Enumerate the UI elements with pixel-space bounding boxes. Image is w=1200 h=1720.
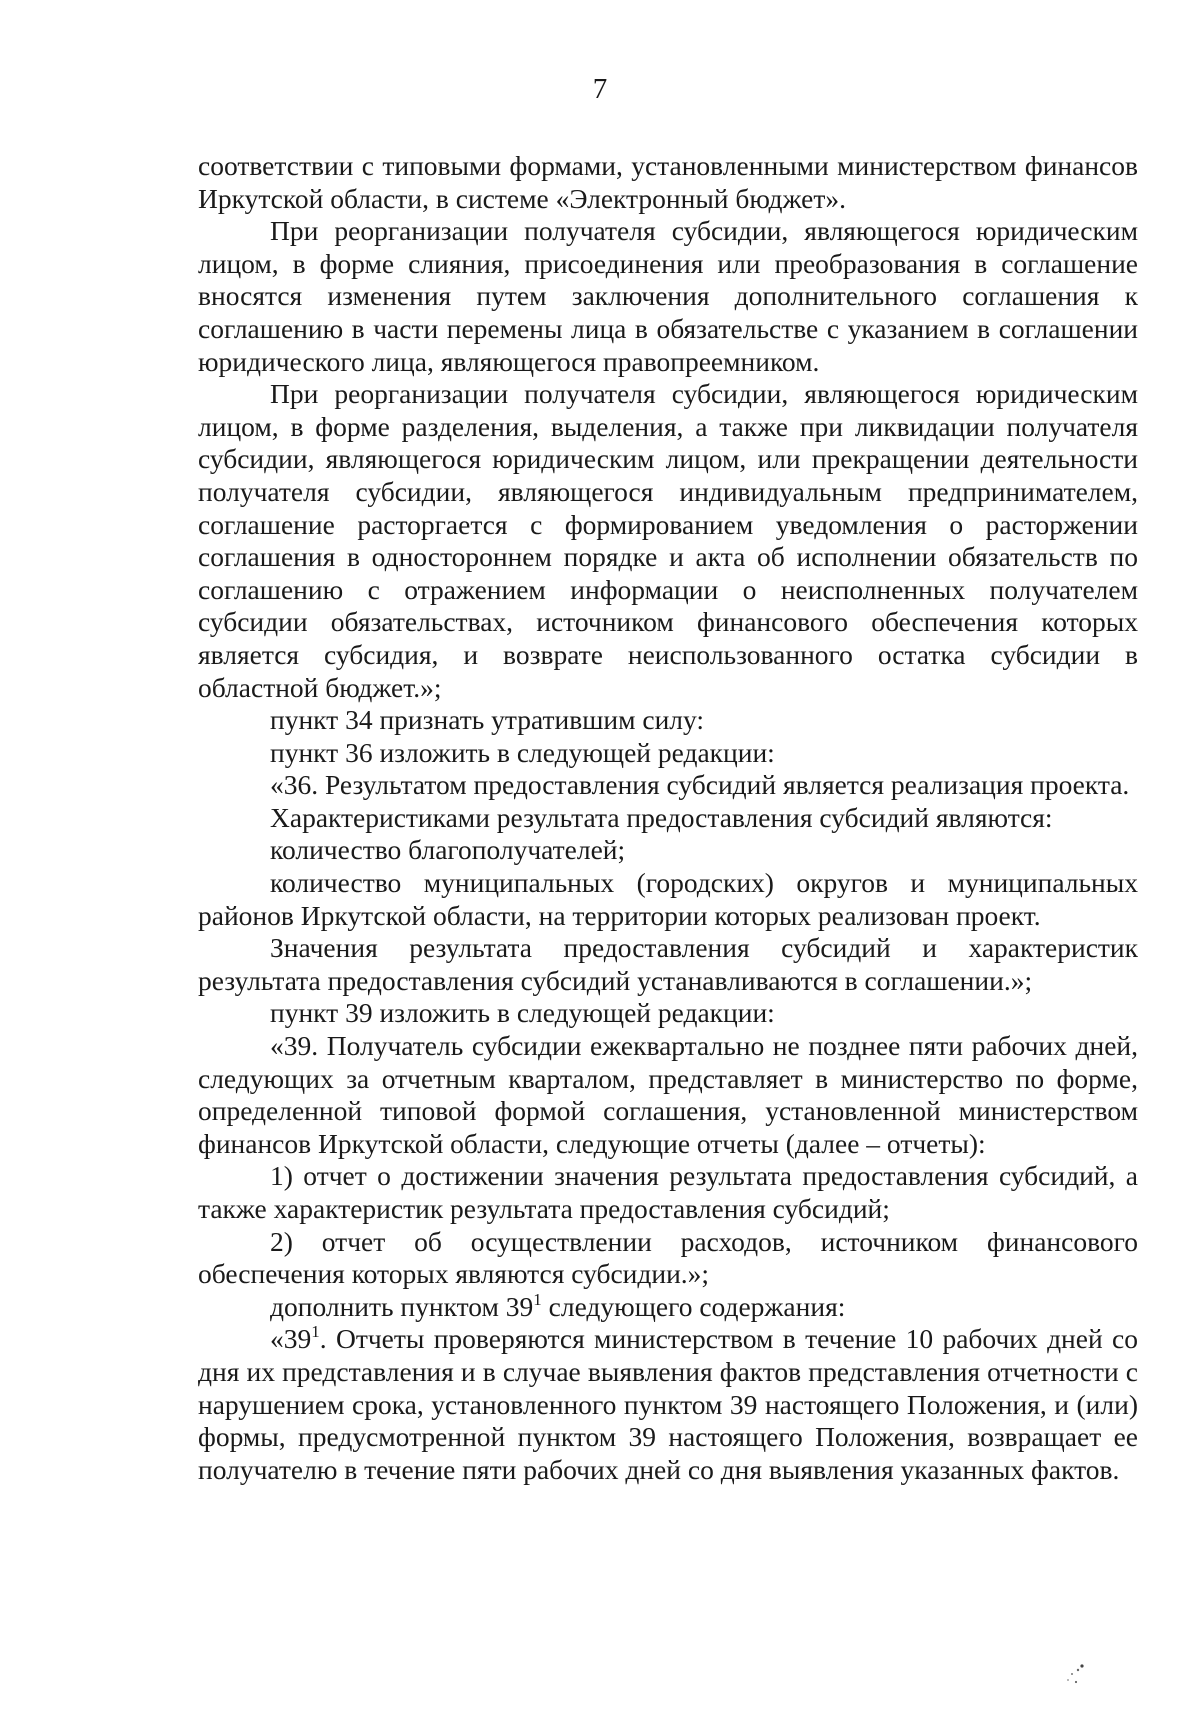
- document-body: [198, 150, 1138, 1486]
- paragraph: количество благополучателей;: [270, 834, 626, 866]
- paragraph: пункт 39 изложить в следующей редакции:: [270, 997, 775, 1029]
- paragraph: количество муниципальных (городских) округов и муниципальных районов Иркутской области, на территории которых реализован проект.: [198, 867, 1138, 931]
- text-run: «39: [270, 1323, 312, 1355]
- paragraph-with-superscript: [198, 1291, 1138, 1324]
- paragraph: «36. Результатом предоставления субсидий является реализация проекта.: [270, 769, 1130, 801]
- paragraph: При реорганизации получателя субсидии, являющегося юридическим лицом, в форме слияния, присоединения или преобразования в соглашение вносятся изменения путем заключения дополнительного соглашения к соглашению в части перемены лица в обязательстве с указанием в соглашении юридического лица, являющегося правопреемником.: [198, 215, 1138, 377]
- paragraph: 1) отчет о достижении значения результата предоставления субсидий, а также характеристик результата предоставления субсидий;: [198, 1160, 1138, 1224]
- text-run: следующего содержания:: [541, 1290, 846, 1322]
- page-number: 7: [592, 73, 608, 105]
- text-run: дополнить пунктом 39: [270, 1290, 534, 1322]
- paragraph: Характеристиками результата предоставления субсидий являются:: [270, 801, 1053, 833]
- text-run: . Отчеты проверяются министерством в течение 10 рабочих дней со дня их представления и в случае выявления фактов представления отчетности с нарушением срока, установленного пунктом 39 настоящего Положения, и (или) формы, предусмотренной пунктом 39 настоящего Положения, возвращает ее получателю в течение пяти рабочих дней со дня выявления указанных фактов.: [198, 1323, 1138, 1485]
- superscript: 1: [533, 1289, 542, 1309]
- paragraph: «39. Получатель субсидии ежеквартально не позднее пяти рабочих дней, следующих за отчетным кварталом, представляет в министерство по форме, определенной типовой формой соглашения, установленной министерством финансов Иркутской области, следующие отчеты (далее – отчеты):: [198, 1030, 1138, 1159]
- paragraph: Значения результата предоставления субсидий и характеристик результата предоставления субсидий устанавливаются в соглашении.»;: [198, 932, 1138, 996]
- paragraph: 2) отчет об осуществлении расходов, источником финансового обеспечения которых являются субсидии.»;: [198, 1225, 1138, 1290]
- paragraph: соответствии с типовыми формами, установленными министерством финансов Иркутской области, в системе «Электронный бюджет».: [198, 150, 1138, 214]
- paragraph: пункт 34 признать утратившим силу:: [270, 704, 705, 736]
- paragraph-with-superscript: [198, 1323, 1138, 1486]
- superscript: 1: [311, 1322, 320, 1342]
- paragraph: При реорганизации получателя субсидии, являющегося юридическим лицом, в форме разделения, выделения, а также при ликвидации получателя субсидии, являющегося юридическим лицом, или прекращении деятельности получателя субсидии, являющегося индивидуальным предпринимателем, соглашение расторгается с формированием уведомления о расторжении соглашения в одностороннем порядке и акта об исполнении обязательств по соглашению с отражением информации о неисполненных получателем субсидии обязательствах, источником финансового обеспечения которых является субсидия, и возврате неиспользованного остатка субсидии в областной бюджет.»;: [198, 378, 1138, 703]
- paragraph: пункт 36 изложить в следующей редакции:: [270, 736, 775, 768]
- scan-speck: [1064, 1660, 1094, 1690]
